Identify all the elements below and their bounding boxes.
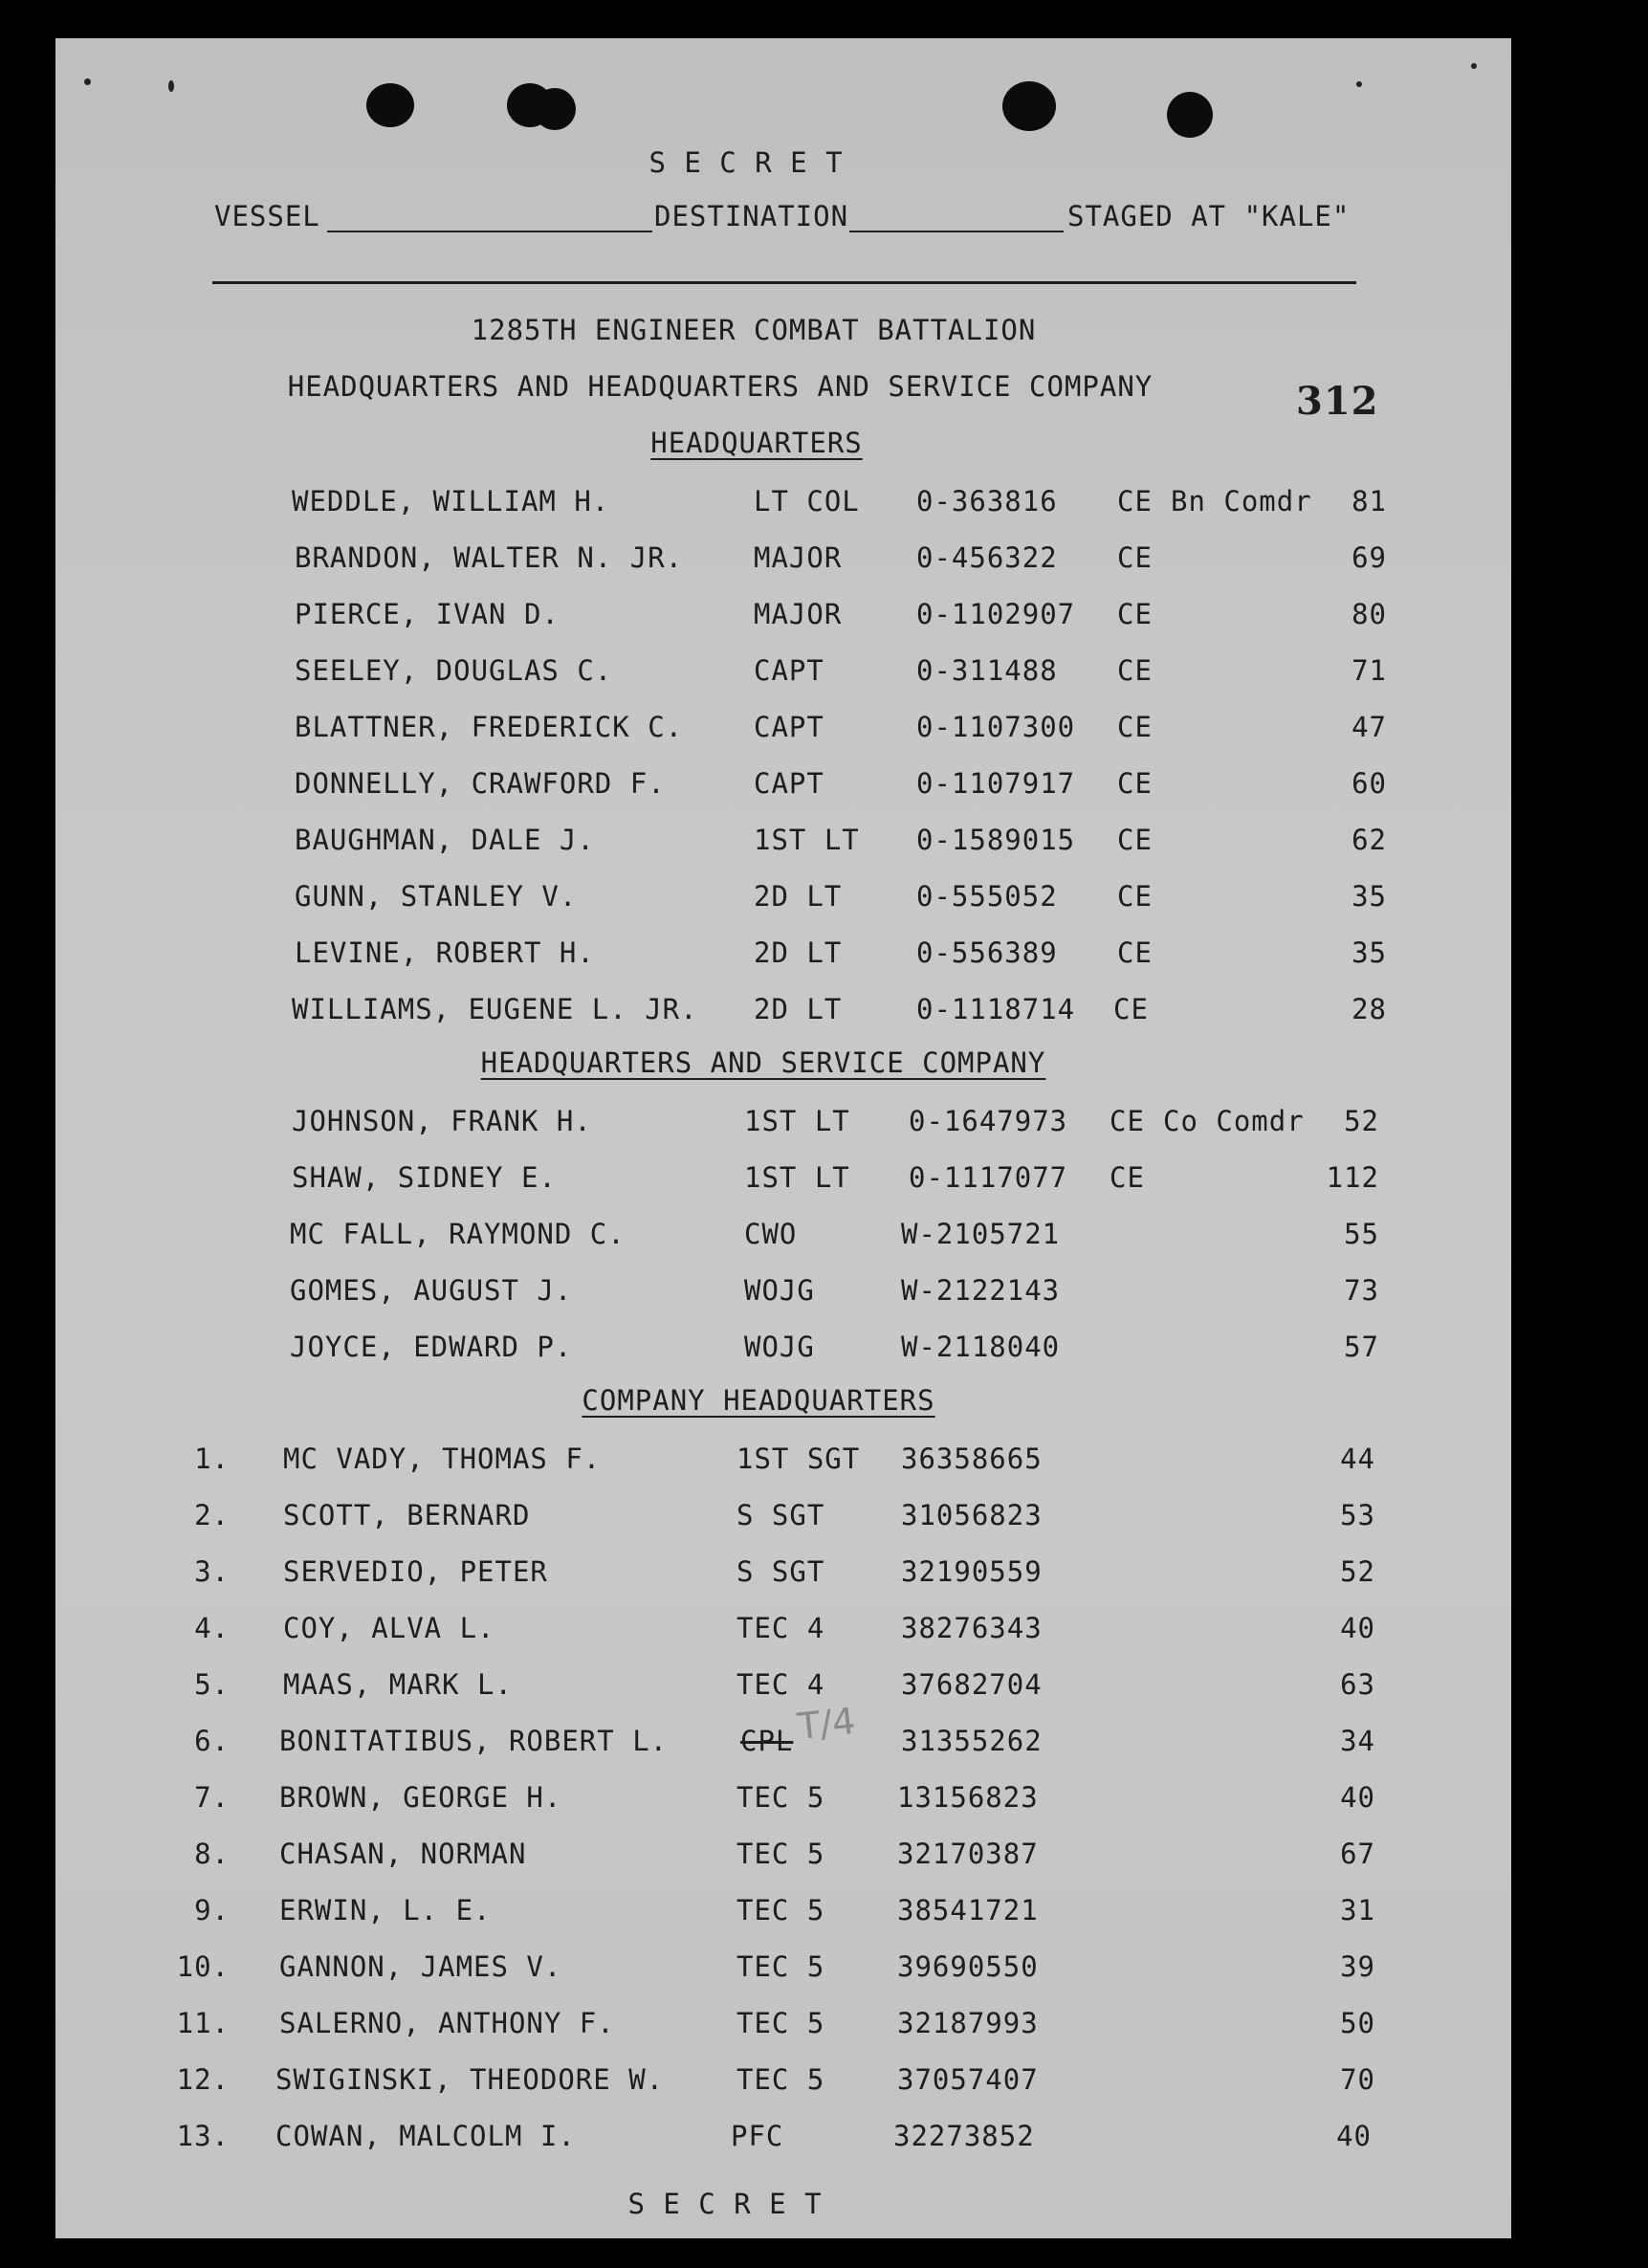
age-cell: 35 bbox=[1351, 936, 1387, 969]
name-cell: GANNON, JAMES V. bbox=[279, 1950, 562, 1983]
page-number: 312 bbox=[1296, 379, 1379, 424]
rank-cell: 1ST LT bbox=[744, 1161, 850, 1194]
name-cell: BAUGHMAN, DALE J. bbox=[295, 824, 595, 856]
branch-cell: CE bbox=[1117, 654, 1153, 687]
age-cell: 40 bbox=[1340, 1612, 1375, 1644]
name-cell: GOMES, AUGUST J. bbox=[290, 1274, 573, 1307]
branch-cell: CE bbox=[1117, 541, 1153, 574]
name-cell: BRANDON, WALTER N. JR. bbox=[295, 541, 684, 574]
serial-cell: 0-456322 bbox=[916, 541, 1058, 574]
serial-cell: 0-1102907 bbox=[916, 598, 1076, 630]
speck bbox=[1471, 63, 1477, 69]
name-cell: ERWIN, L. E. bbox=[279, 1894, 492, 1927]
serial-cell: 0-363816 bbox=[916, 485, 1058, 517]
age-cell: 28 bbox=[1351, 993, 1387, 1025]
branch-cell: CE bbox=[1117, 598, 1153, 630]
unit-title: 1285TH ENGINEER COMBAT BATTALION bbox=[471, 314, 1037, 346]
punch-hole bbox=[1002, 81, 1056, 131]
branch-cell: CE bbox=[1110, 1105, 1145, 1137]
branch-cell: CE bbox=[1117, 880, 1153, 913]
age-cell: 53 bbox=[1340, 1499, 1375, 1531]
serial-cell: 32273852 bbox=[893, 2120, 1035, 2152]
rank-cell: TEC 5 bbox=[736, 1781, 825, 1814]
row-number: 9. bbox=[194, 1894, 230, 1927]
age-cell: 69 bbox=[1351, 541, 1387, 574]
vessel-label: VESSEL bbox=[214, 200, 320, 232]
note-cell: Bn Comdr bbox=[1171, 485, 1312, 517]
rank-cell: TEC 4 bbox=[736, 1668, 825, 1701]
note-cell: Co Comdr bbox=[1163, 1105, 1305, 1137]
age-cell: 112 bbox=[1326, 1161, 1379, 1194]
serial-cell: 0-1589015 bbox=[916, 824, 1076, 856]
age-cell: 34 bbox=[1340, 1725, 1375, 1757]
name-cell: SHAW, SIDNEY E. bbox=[292, 1161, 557, 1194]
name-cell: BLATTNER, FREDERICK C. bbox=[295, 711, 684, 743]
name-cell: SCOTT, BERNARD bbox=[283, 1499, 531, 1531]
age-cell: 63 bbox=[1340, 1668, 1375, 1701]
name-cell: MC FALL, RAYMOND C. bbox=[290, 1218, 626, 1250]
serial-cell: 32170387 bbox=[897, 1838, 1039, 1870]
header-rule bbox=[212, 281, 1356, 284]
serial-cell: 32187993 bbox=[897, 2007, 1039, 2039]
name-cell: JOHNSON, FRANK H. bbox=[292, 1105, 592, 1137]
age-cell: 52 bbox=[1340, 1555, 1375, 1588]
age-cell: 62 bbox=[1351, 824, 1387, 856]
rank-cell: TEC 5 bbox=[736, 2063, 825, 2096]
age-cell: 40 bbox=[1336, 2120, 1372, 2152]
row-number: 3. bbox=[194, 1555, 230, 1588]
document-page bbox=[55, 38, 1511, 2238]
name-cell: SEELEY, DOUGLAS C. bbox=[295, 654, 613, 687]
classification-bottom: S E C R E T bbox=[627, 2188, 823, 2220]
punch-hole bbox=[366, 83, 414, 127]
name-cell: DONNELLY, CRAWFORD F. bbox=[295, 767, 666, 800]
age-cell: 44 bbox=[1340, 1442, 1375, 1475]
rank-cell: S SGT bbox=[736, 1555, 825, 1588]
speck bbox=[168, 80, 174, 92]
serial-cell: 38276343 bbox=[901, 1612, 1043, 1644]
destination-blank bbox=[849, 231, 1064, 232]
row-number: 4. bbox=[194, 1612, 230, 1644]
rank-cell: CAPT bbox=[754, 767, 824, 800]
rank-cell: TEC 5 bbox=[736, 1894, 825, 1927]
rank-cell: CPL bbox=[740, 1725, 794, 1757]
rank-cell: WOJG bbox=[744, 1274, 815, 1307]
row-number: 1. bbox=[194, 1442, 230, 1475]
age-cell: 35 bbox=[1351, 880, 1387, 913]
serial-cell: 36358665 bbox=[901, 1442, 1043, 1475]
rank-cell: PFC bbox=[731, 2120, 784, 2152]
age-cell: 81 bbox=[1351, 485, 1387, 517]
name-cell: WILLIAMS, EUGENE L. JR. bbox=[292, 993, 698, 1025]
name-cell: BROWN, GEORGE H. bbox=[279, 1781, 562, 1814]
name-cell: CHASAN, NORMAN bbox=[279, 1838, 527, 1870]
serial-cell: W-2118040 bbox=[901, 1331, 1061, 1363]
serial-cell: 0-1118714 bbox=[916, 993, 1076, 1025]
age-cell: 39 bbox=[1340, 1950, 1375, 1983]
age-cell: 55 bbox=[1344, 1218, 1379, 1250]
name-cell: MAAS, MARK L. bbox=[283, 1668, 513, 1701]
serial-cell: 39690550 bbox=[897, 1950, 1039, 1983]
serial-cell: 31056823 bbox=[901, 1499, 1043, 1531]
name-cell: WEDDLE, WILLIAM H. bbox=[292, 485, 610, 517]
speck bbox=[84, 78, 91, 85]
serial-cell: W-2122143 bbox=[901, 1274, 1061, 1307]
name-cell: PIERCE, IVAN D. bbox=[295, 598, 560, 630]
section-title-headquarters: HEADQUARTERS bbox=[650, 427, 863, 459]
serial-cell: W-2105721 bbox=[901, 1218, 1061, 1250]
punch-hole bbox=[1167, 92, 1213, 138]
rank-cell: LT COL bbox=[754, 485, 860, 517]
age-cell: 73 bbox=[1344, 1274, 1379, 1307]
serial-cell: 0-311488 bbox=[916, 654, 1058, 687]
age-cell: 57 bbox=[1344, 1331, 1379, 1363]
row-number: 10. bbox=[176, 1950, 230, 1983]
age-cell: 40 bbox=[1340, 1781, 1375, 1814]
rank-cell: TEC 5 bbox=[736, 2007, 825, 2039]
branch-cell: CE bbox=[1110, 1161, 1145, 1194]
rank-cell: 2D LT bbox=[754, 880, 843, 913]
name-cell: LEVINE, ROBERT H. bbox=[295, 936, 595, 969]
rank-cell: 2D LT bbox=[754, 936, 843, 969]
name-cell: COY, ALVA L. bbox=[283, 1612, 495, 1644]
age-cell: 52 bbox=[1344, 1105, 1379, 1137]
age-cell: 47 bbox=[1351, 711, 1387, 743]
handwritten-rank-correction: T/4 bbox=[795, 1699, 858, 1749]
row-number: 13. bbox=[176, 2120, 230, 2152]
rank-cell: 1ST SGT bbox=[736, 1442, 861, 1475]
age-cell: 60 bbox=[1351, 767, 1387, 800]
section-title-hq-service-company: HEADQUARTERS AND SERVICE COMPANY bbox=[480, 1046, 1046, 1079]
row-number: 11. bbox=[176, 2007, 230, 2039]
rank-cell: S SGT bbox=[736, 1499, 825, 1531]
name-cell: SWIGINSKI, THEODORE W. bbox=[275, 2063, 665, 2096]
rank-cell: MAJOR bbox=[754, 541, 843, 574]
serial-cell: 0-1647973 bbox=[909, 1105, 1068, 1137]
rank-cell: TEC 5 bbox=[736, 1838, 825, 1870]
rank-cell: CWO bbox=[744, 1218, 798, 1250]
row-number: 12. bbox=[176, 2063, 230, 2096]
branch-cell: CE bbox=[1117, 767, 1153, 800]
rank-cell: 1ST LT bbox=[754, 824, 860, 856]
age-cell: 67 bbox=[1340, 1838, 1375, 1870]
age-cell: 70 bbox=[1340, 2063, 1375, 2096]
serial-cell: 32190559 bbox=[901, 1555, 1043, 1588]
classification-top: S E C R E T bbox=[648, 146, 844, 179]
destination-label: DESTINATION bbox=[654, 200, 849, 232]
branch-cell: CE bbox=[1117, 711, 1153, 743]
name-cell: GUNN, STANLEY V. bbox=[295, 880, 578, 913]
serial-cell: 0-1107917 bbox=[916, 767, 1076, 800]
branch-cell: CE bbox=[1117, 485, 1153, 517]
name-cell: JOYCE, EDWARD P. bbox=[290, 1331, 573, 1363]
speck bbox=[1356, 81, 1362, 87]
rank-cell: MAJOR bbox=[754, 598, 843, 630]
name-cell: COWAN, MALCOLM I. bbox=[275, 2120, 576, 2152]
age-cell: 80 bbox=[1351, 598, 1387, 630]
row-number: 6. bbox=[194, 1725, 230, 1757]
serial-cell: 0-556389 bbox=[916, 936, 1058, 969]
branch-cell: CE bbox=[1117, 824, 1153, 856]
vessel-blank bbox=[327, 231, 652, 232]
name-cell: BONITATIBUS, ROBERT L. bbox=[279, 1725, 669, 1757]
row-number: 7. bbox=[194, 1781, 230, 1814]
serial-cell: 31355262 bbox=[901, 1725, 1043, 1757]
serial-cell: 38541721 bbox=[897, 1894, 1039, 1927]
age-cell: 31 bbox=[1340, 1894, 1375, 1927]
row-number: 5. bbox=[194, 1668, 230, 1701]
row-number: 8. bbox=[194, 1838, 230, 1870]
staged-label: STAGED AT "KALE" bbox=[1067, 200, 1351, 232]
rank-cell: 1ST LT bbox=[744, 1105, 850, 1137]
serial-cell: 0-1107300 bbox=[916, 711, 1076, 743]
name-cell: SALERNO, ANTHONY F. bbox=[279, 2007, 615, 2039]
serial-cell: 0-1117077 bbox=[909, 1161, 1068, 1194]
branch-cell: CE bbox=[1117, 936, 1153, 969]
rank-cell: 2D LT bbox=[754, 993, 843, 1025]
serial-cell: 37682704 bbox=[901, 1668, 1043, 1701]
row-number: 2. bbox=[194, 1499, 230, 1531]
rank-cell: WOJG bbox=[744, 1331, 815, 1363]
age-cell: 50 bbox=[1340, 2007, 1375, 2039]
company-title: HEADQUARTERS AND HEADQUARTERS AND SERVICE COMPANY bbox=[287, 370, 1154, 403]
serial-cell: 37057407 bbox=[897, 2063, 1039, 2096]
serial-cell: 13156823 bbox=[897, 1781, 1039, 1814]
name-cell: SERVEDIO, PETER bbox=[283, 1555, 548, 1588]
age-cell: 71 bbox=[1351, 654, 1387, 687]
branch-cell: CE bbox=[1113, 993, 1149, 1025]
serial-cell: 0-555052 bbox=[916, 880, 1058, 913]
section-title-company-headquarters: COMPANY HEADQUARTERS bbox=[582, 1384, 935, 1417]
rank-cell: TEC 4 bbox=[736, 1612, 825, 1644]
rank-cell: TEC 5 bbox=[736, 1950, 825, 1983]
punch-hole bbox=[534, 88, 576, 130]
name-cell: MC VADY, THOMAS F. bbox=[283, 1442, 602, 1475]
rank-cell: CAPT bbox=[754, 711, 824, 743]
rank-cell: CAPT bbox=[754, 654, 824, 687]
